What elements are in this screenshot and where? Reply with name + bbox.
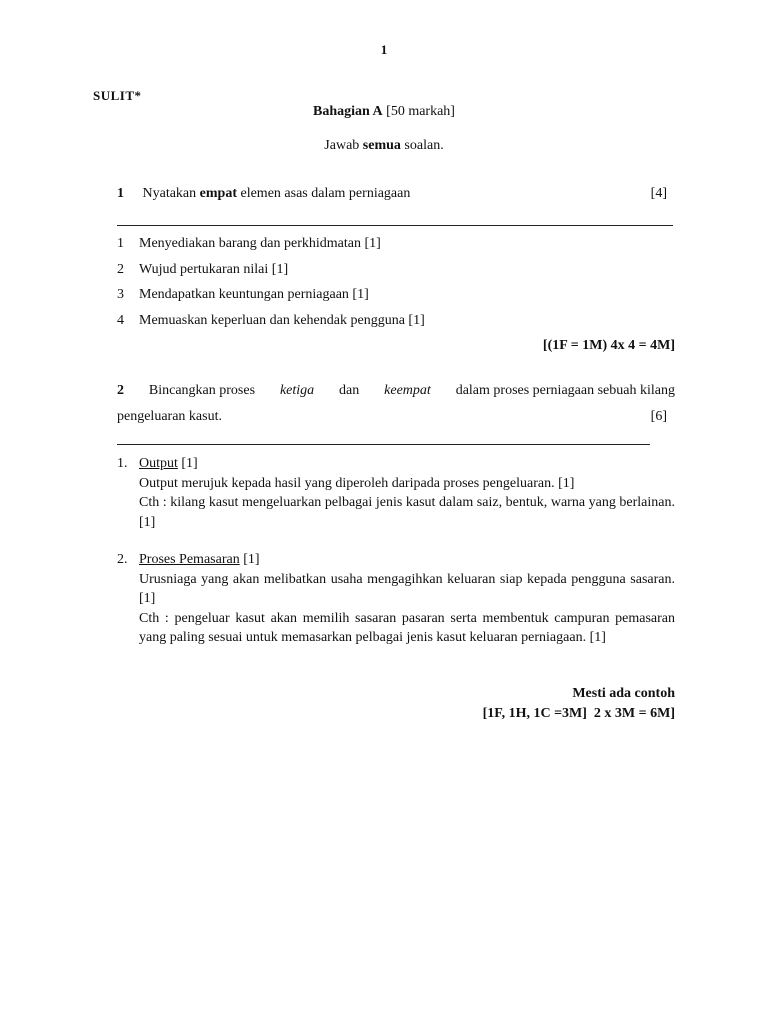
instruction-post: soalan. [404, 138, 444, 153]
answer-item-number: 3 [117, 287, 124, 302]
instruction-bold: semua [362, 138, 401, 153]
answer-item [117, 236, 381, 252]
answer-item-text: Memuaskan keperluan dan kehendak pengguna [1] [139, 313, 425, 328]
answer-point-heading-mark: [1] [181, 456, 198, 471]
answer-point-heading [139, 454, 675, 474]
question-1-text-pre: Nyatakan [142, 186, 197, 201]
section-title [0, 104, 768, 120]
question-1-text-bold: empat [199, 186, 237, 201]
section-title-bold: Bahagian A [313, 104, 383, 119]
question-1-marking-scheme: [(1F = 1M) 4x 4 = 4M] [542, 338, 675, 353]
answer-item [117, 313, 425, 329]
page-number: 1 [380, 42, 388, 57]
section-title-marks: [50 markah] [386, 104, 455, 119]
question-2-line-1 [117, 378, 675, 404]
answer-point-line-1: Urusniaga yang akan melibatkan usaha mengagihkan keluaran siap kepada pengguna sasaran. [1] [139, 571, 675, 606]
question-1 [117, 186, 667, 202]
answer-point-line-1: Output merujuk kepada hasil yang diperoleh daripada proses pengeluaran. [1] [139, 475, 575, 491]
instruction-pre: Jawab [324, 138, 360, 153]
answer-item-text: Menyediakan barang dan perkhidmatan [1] [139, 236, 381, 251]
classification-label: SULIT* [93, 88, 142, 103]
question-1-marks: [4] [650, 186, 667, 201]
question-2-note: Mesti ada contoh [572, 686, 675, 701]
question-2-italic-1: ketiga [279, 383, 315, 398]
question-1-text [117, 186, 410, 202]
answer-line-2 [117, 444, 650, 445]
answer-point-line-2: Cth : pengeluar kasut akan memilih sasaran pasaran serta membentuk campuran pemasaran yang paling sesuai untuk memasarkan pelbagai jenis kasut keluaran perniagaan. [1] [139, 610, 675, 645]
answer-line-1 [117, 225, 673, 226]
answer-point-heading-text: Output [139, 456, 178, 471]
answer-item-text: Wujud pertukaran nilai [1] [139, 262, 289, 277]
instruction [0, 138, 768, 154]
answer-point-heading-mark: [1] [243, 552, 260, 567]
answer-item-number: 4 [117, 313, 124, 328]
question-2-text-c: dalam proses perniagaan sebuah kilang [455, 383, 675, 398]
question-2-text-b: dan [339, 383, 360, 398]
question-2-text-a: Bincangkan proses [148, 383, 256, 398]
question-2 [117, 378, 675, 430]
question-2-italic-2: keempat [384, 383, 431, 398]
answer-point-heading-text: Proses Pemasaran [139, 552, 240, 567]
answer-item [117, 262, 288, 278]
answer-point-number: 2. [117, 552, 128, 567]
answer-item-text: Mendapatkan keuntungan perniagaan [1] [139, 287, 369, 302]
answer-point [117, 550, 675, 648]
question-2-line-2 [117, 404, 675, 430]
question-1-number: 1 [117, 186, 124, 201]
answer-item [117, 287, 369, 303]
question-2-marks: [6] [650, 409, 667, 424]
question-1-text-post: elemen asas dalam perniagaan [240, 186, 411, 201]
answer-item-number: 1 [117, 236, 124, 251]
answer-point [117, 454, 675, 532]
answer-point-number: 1. [117, 456, 128, 471]
question-2-marking-scheme: [1F, 1H, 1C =3M] 2 x 3M = 6M] [482, 706, 675, 721]
answer-point-heading [139, 550, 675, 570]
question-2-number: 2 [117, 383, 124, 398]
answer-item-number: 2 [117, 262, 124, 277]
answer-point-line-2: Cth : kilang kasut mengeluarkan pelbagai jenis kasut dalam saiz, bentuk, warna yang berlainan. [1] [139, 495, 675, 530]
question-2-text-line2: pengeluaran kasut. [117, 409, 222, 424]
